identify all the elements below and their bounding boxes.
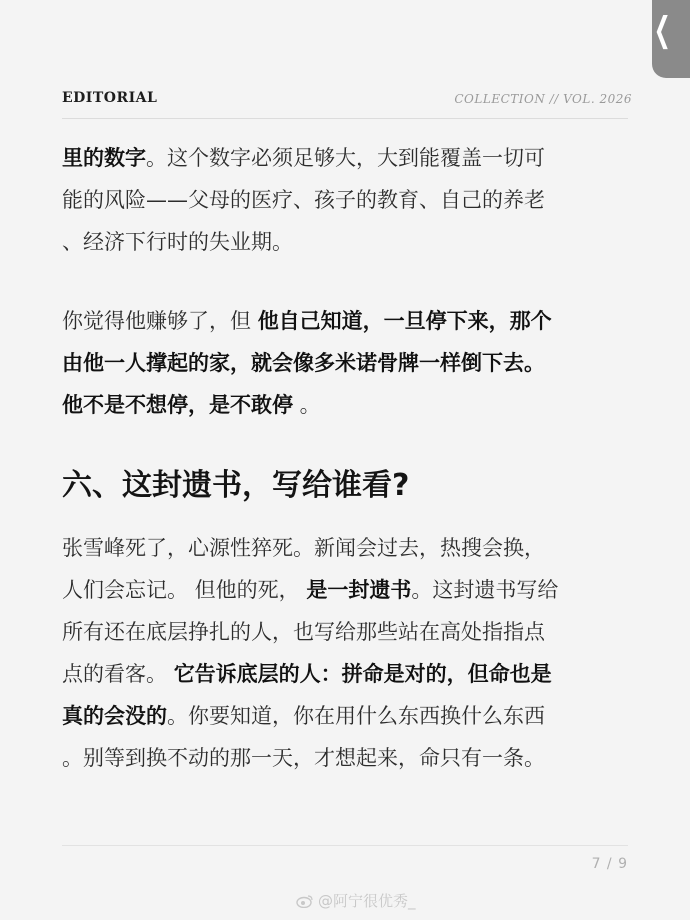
bold-phrase: 它告诉底层的人：拼命是对的，但命也是 [173,662,552,686]
chevron-left-icon[interactable]: ❮ [653,10,671,50]
bold-phrase: 真的会没的 [62,704,167,728]
paragraph-line: 、经济下行时的失业期。 [62,230,293,254]
paragraph-line: 所有还在底层挣扎的人，也写给那些站在高处指指点 [62,620,545,644]
paragraph-2 [62,300,642,426]
footer-divider [62,845,628,846]
watermark-text: @阿宁很优秀_ [318,892,416,910]
paragraph-3 [62,527,642,779]
page-number: 7 / 9 [591,856,628,872]
header-editorial-label: EDITORIAL [62,90,158,106]
section-heading: 六、这封遗书，写给谁看? [62,468,410,503]
bold-phrase: 里的数字 [62,146,146,170]
header-divider [62,118,628,119]
bold-phrase: 是一封遗书 [306,578,412,602]
text-run: 人们会忘记。 但他的死， [62,578,307,602]
weibo-icon [296,894,314,908]
back-tab[interactable] [652,0,690,78]
bold-phrase: 他自己知道，一旦停下来，那个 [257,309,552,333]
paragraph-line: 张雪峰死了，心源性猝死。新闻会过去，热搜会换， [62,536,545,560]
text-run: 。这个数字必须足够大，大到能覆盖一切可 [146,146,545,170]
paragraph-line: 。别等到换不动的那一天，才想起来，命只有一条。 [62,746,545,770]
bold-phrase: 他不是不想停，是不敢停 [62,393,293,417]
paragraph-1 [62,137,642,263]
paragraph-line [62,384,642,426]
paragraph-line [62,342,642,384]
paragraph-line [62,695,642,737]
text-run: 。这封遗书写给 [411,578,559,602]
bold-phrase: 由他一人撑起的家，就会像多米诺骨牌一样倒下去。 [62,351,545,375]
paragraph-line [62,137,642,179]
text-run: 。 [293,393,321,417]
text-run: 点的看客。 [62,662,174,686]
text-run: 你觉得他赚够了，但 [62,309,258,333]
paragraph-line: 能的风险——父母的医疗、孩子的教育、自己的养老 [62,188,545,212]
paragraph-line [62,300,642,342]
watermark [296,890,416,911]
paragraph-line [62,569,642,611]
text-run: 。你要知道，你在用什么东西换什么东西 [167,704,545,728]
header-collection-label: COLLECTION // VOL. 2026 [454,92,632,106]
paragraph-line [62,653,642,695]
